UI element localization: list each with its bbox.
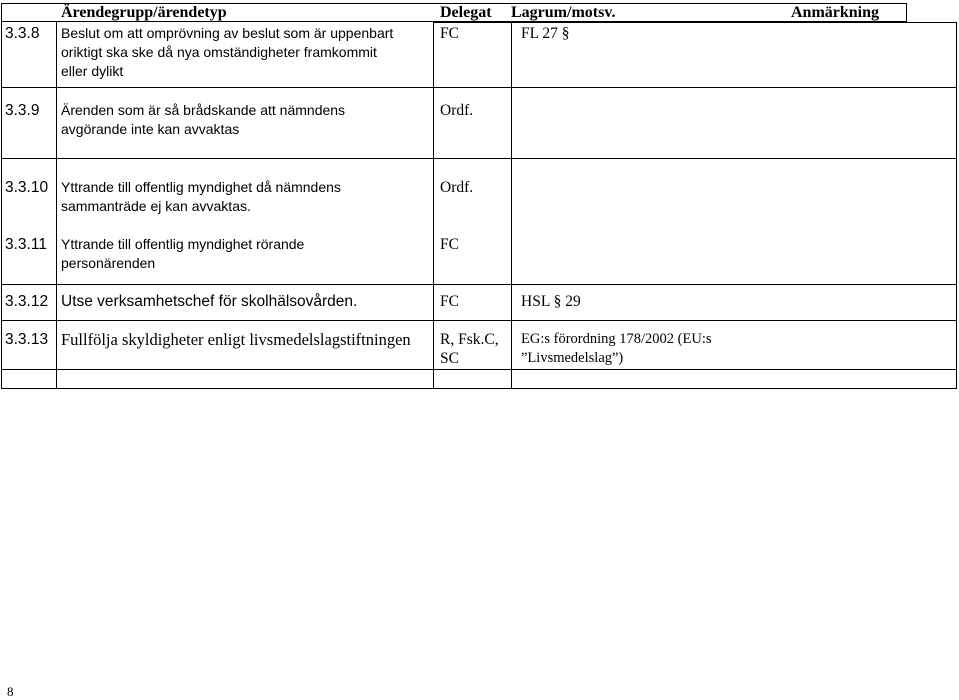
header-remark: Anmärkning xyxy=(791,4,880,21)
row-subject-line: Yttrande till offentlig myndighet rörande xyxy=(61,236,305,252)
table-border-right xyxy=(956,22,957,388)
row-subject-line: Fullfölja skyldigheter enligt livsmedelslagstiftningen xyxy=(61,330,411,349)
row-number: 3.3.10 xyxy=(5,179,49,196)
row-law: HSL § 29 xyxy=(521,293,581,310)
row-line-2 xyxy=(1,158,957,159)
table-border-left xyxy=(1,22,2,388)
row-delegate: Ordf. xyxy=(440,102,474,119)
row-number: 3.3.12 xyxy=(5,293,49,310)
column-divider-delegate xyxy=(511,22,512,388)
column-divider-number xyxy=(56,22,57,388)
row-line-4 xyxy=(1,320,957,321)
row-line-5 xyxy=(1,369,957,370)
header-delegate: Delegat xyxy=(440,4,492,21)
row-delegate: R, Fsk.C, xyxy=(440,331,499,348)
row-line-bottom xyxy=(1,388,957,389)
row-subject-line: personärenden xyxy=(61,255,156,271)
row-law: ”Livsmedelslag”) xyxy=(521,350,624,366)
row-law: EG:s förordning 178/2002 (EU:s xyxy=(521,331,712,347)
row-subject-line: Beslut om att omprövning av beslut som är uppenbart xyxy=(61,25,394,41)
row-subject-line: Utse verksamhetschef för skolhälsovården. xyxy=(61,293,358,310)
row-subject-line: avgörande inte kan avvaktas xyxy=(61,121,240,137)
row-subject-line: Ärenden som är så brådskande att nämndens xyxy=(61,102,346,118)
page-number: 8 xyxy=(7,684,14,699)
column-divider-subject xyxy=(433,22,434,388)
row-delegate: Ordf. xyxy=(440,179,474,196)
row-subject-line: oriktigt ska ske då nya omständigheter framkommit xyxy=(61,44,377,60)
row-subject-line: sammanträde ej kan avvaktas. xyxy=(61,198,251,214)
row-number: 3.3.8 xyxy=(5,25,40,42)
header-law: Lagrum/motsv. xyxy=(511,4,616,21)
row-delegate: FC xyxy=(440,25,459,42)
row-line-top xyxy=(433,22,957,23)
row-subject-line: Yttrande till offentlig myndighet då nämndens xyxy=(61,179,341,195)
row-delegate: FC xyxy=(440,293,459,310)
row-delegate: FC xyxy=(440,236,459,253)
row-delegate: SC xyxy=(440,350,459,367)
row-line-3 xyxy=(1,284,957,285)
row-number: 3.3.9 xyxy=(5,102,40,119)
row-subject-line: eller dylikt xyxy=(61,63,124,79)
row-line-1 xyxy=(1,87,957,88)
header-subject: Ärendegrupp/ärendetyp xyxy=(61,4,227,21)
row-number: 3.3.11 xyxy=(5,236,47,253)
row-law: FL 27 § xyxy=(521,25,570,42)
row-number: 3.3.13 xyxy=(5,331,49,348)
